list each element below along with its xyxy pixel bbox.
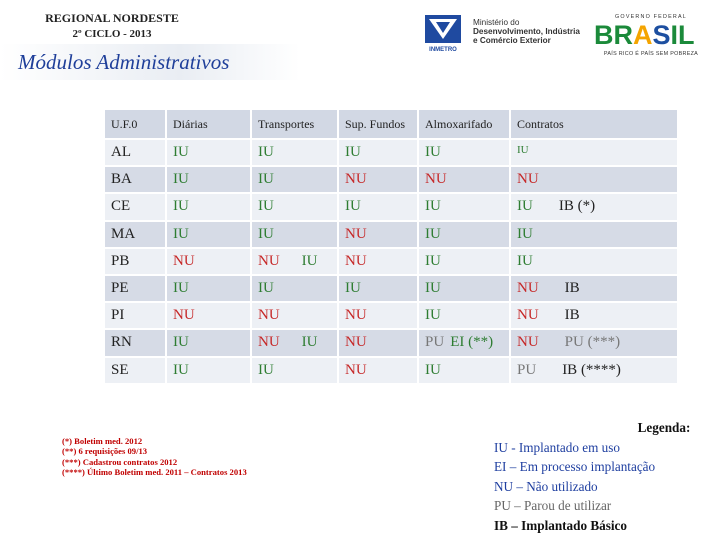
cell-value: PU: [517, 361, 537, 378]
cell-value: IU: [258, 361, 274, 378]
diarias-cell: [166, 329, 251, 356]
cell-value: IU: [173, 334, 189, 351]
cell-value: NU: [345, 252, 367, 269]
table-row: [104, 139, 678, 166]
contratos-cell: [510, 275, 678, 302]
cell-extra-value: IU: [301, 334, 318, 351]
inmetro-logo: [422, 14, 466, 54]
cell-value: NU: [517, 280, 539, 297]
cell-value: NU: [345, 361, 367, 378]
brasil-logo: [594, 20, 695, 50]
column-header: U.F.0: [104, 109, 166, 139]
sup-cell: [338, 193, 418, 220]
legend-item: IU - Implantado em uso: [494, 439, 620, 455]
cell-value: IU: [517, 225, 533, 242]
almox-cell: [418, 302, 510, 329]
sup-cell: [338, 221, 418, 248]
diarias-cell: [166, 248, 251, 275]
sup-cell: [338, 248, 418, 275]
footnote: (***) Cadastrou contratos 2012: [62, 456, 178, 467]
cell-value: PE: [111, 280, 129, 297]
cell-value: PI: [111, 307, 125, 324]
cell-value: IU: [173, 280, 189, 297]
cell-value: IU: [425, 198, 441, 215]
uf-cell: [104, 357, 166, 384]
diarias-cell: [166, 357, 251, 384]
contratos-cell: [510, 357, 678, 384]
diarias-cell: [166, 221, 251, 248]
cell-value: IU: [173, 361, 189, 378]
brasil-slogan: PAÍS RICO É PAÍS SEM POBREZA: [603, 51, 699, 57]
cell-value: NU: [345, 307, 367, 324]
uf-cell: [104, 221, 166, 248]
table-row: [104, 329, 678, 356]
uf-cell: [104, 275, 166, 302]
cell-value: NU: [517, 307, 539, 324]
almox-cell: [418, 275, 510, 302]
legend-item: NU – Não utilizado: [494, 478, 598, 494]
contratos-cell: [510, 139, 678, 166]
cell-value: IU: [517, 198, 533, 215]
cell-value: IU: [258, 280, 274, 297]
cell-value: IU: [425, 307, 441, 324]
inmetro-label: INMETRO: [429, 47, 457, 53]
modules-table: [103, 108, 679, 385]
table-row: [104, 248, 678, 275]
diarias-cell: [166, 166, 251, 193]
cell-value: IU: [425, 144, 441, 161]
ministry-text: Ministério do Desenvolvimento, Indústria e Comércio Exterior: [473, 18, 580, 46]
cell-value: IU: [345, 280, 361, 297]
cell-value: IU: [425, 361, 441, 378]
cell-value: NU: [345, 334, 367, 351]
transportes-cell: [251, 221, 338, 248]
cell-value: CE: [111, 198, 131, 215]
transportes-cell: [251, 357, 338, 384]
uf-cell: [104, 329, 166, 356]
cell-value: NU: [517, 334, 539, 351]
uf-cell: [104, 139, 166, 166]
legend-item: PU – Parou de utilizar: [494, 498, 612, 513]
cell-value: NU: [425, 171, 447, 188]
contratos-cell: [510, 193, 678, 220]
cell-extra-value: IU: [301, 252, 318, 269]
legend: [494, 418, 704, 535]
cell-extra-value: IB: [564, 280, 580, 297]
cell-value: PB: [111, 252, 130, 269]
cell-value: IU: [258, 198, 274, 215]
cell-extra-value: IB: [564, 307, 580, 324]
footnote: (*) Boletim med. 2012: [62, 436, 143, 446]
cell-value: SE: [111, 361, 129, 378]
cell-value: NU: [258, 334, 280, 351]
transportes-cell: [251, 329, 338, 356]
contratos-cell: [510, 329, 678, 356]
cell-value: IU: [345, 198, 361, 215]
cell-value: IU: [425, 252, 441, 269]
transportes-cell: [251, 139, 338, 166]
cell-extra-value: EI (**): [450, 334, 494, 351]
cell-value: AL: [111, 144, 131, 161]
cell-value: IU: [258, 225, 274, 242]
footnote: (****) Último Boletim med. 2011 – Contratos 2013: [62, 466, 247, 477]
uf-cell: [104, 302, 166, 329]
column-header: Contratos: [510, 109, 678, 139]
cell-value: IU: [173, 144, 189, 161]
sup-cell: [338, 302, 418, 329]
cell-value: IU: [425, 225, 441, 242]
table-row: [104, 302, 678, 329]
almox-cell: [418, 221, 510, 248]
almox-cell: [418, 329, 510, 356]
sup-cell: [338, 357, 418, 384]
almox-cell: [418, 139, 510, 166]
uf-cell: [104, 193, 166, 220]
cell-value: IU: [173, 171, 189, 188]
transportes-cell: [251, 302, 338, 329]
brasil-word: BRASIL: [594, 20, 695, 50]
contratos-cell: [510, 221, 678, 248]
gov-label: GOVERNO FEDERAL: [615, 14, 687, 20]
uf-cell: [104, 166, 166, 193]
page-title: Módulos Administrativos: [18, 50, 230, 74]
table-header-row: [104, 109, 678, 139]
cell-extra-value: IB (****): [562, 361, 621, 378]
cell-value: NU: [517, 171, 539, 188]
table-row: [104, 357, 678, 384]
sup-cell: [338, 166, 418, 193]
contratos-cell: [510, 302, 678, 329]
cell-value: IU: [345, 144, 361, 161]
cell-value: IU: [258, 144, 274, 161]
region-label: REGIONAL NORDESTE: [45, 11, 179, 25]
cell-value: IU: [173, 198, 189, 215]
sup-cell: [338, 329, 418, 356]
almox-cell: [418, 166, 510, 193]
cell-value: NU: [173, 252, 195, 269]
sup-cell: [338, 139, 418, 166]
cell-value: NU: [345, 171, 367, 188]
legend-item: EI – Em processo implantação: [494, 459, 656, 474]
cell-value: IU: [173, 225, 189, 242]
transportes-cell: [251, 248, 338, 275]
cycle-label: 2º CICLO - 2013: [72, 28, 152, 40]
cell-extra-value: PU (***): [564, 334, 621, 351]
cell-value: IU: [517, 144, 529, 157]
cell-value: MA: [111, 225, 136, 242]
transportes-cell: [251, 166, 338, 193]
column-header: Diárias: [166, 109, 251, 139]
cell-value: NU: [173, 307, 195, 324]
diarias-cell: [166, 275, 251, 302]
cell-value: NU: [258, 307, 280, 324]
contratos-cell: [510, 166, 678, 193]
almox-cell: [418, 193, 510, 220]
almox-cell: [418, 248, 510, 275]
legend-item: IB – Implantado Básico: [494, 517, 628, 533]
almox-cell: [418, 357, 510, 384]
footnote: (**) 6 requisições 09/13: [62, 446, 148, 457]
cell-value: IU: [425, 280, 441, 297]
transportes-cell: [251, 275, 338, 302]
column-header: Sup. Fundos: [338, 109, 418, 139]
cell-value: IU: [258, 171, 274, 188]
cell-value: RN: [111, 334, 132, 351]
transportes-cell: [251, 193, 338, 220]
uf-cell: [104, 248, 166, 275]
column-header: Transportes: [251, 109, 338, 139]
legend-title: Legenda:: [637, 420, 691, 435]
cell-value: NU: [258, 252, 280, 269]
cell-value: BA: [111, 171, 132, 188]
table-row: [104, 166, 678, 193]
contratos-cell: [510, 248, 678, 275]
table-row: [104, 221, 678, 248]
diarias-cell: [166, 139, 251, 166]
cell-value: PU: [425, 334, 445, 351]
cell-extra-value: IB (*): [558, 198, 596, 215]
cell-value: NU: [345, 225, 367, 242]
diarias-cell: [166, 302, 251, 329]
cell-value: IU: [517, 252, 533, 269]
table-row: [104, 193, 678, 220]
table-row: [104, 275, 678, 302]
footnotes: [62, 436, 247, 477]
sup-cell: [338, 275, 418, 302]
diarias-cell: [166, 193, 251, 220]
column-header: Almoxarifado: [418, 109, 510, 139]
